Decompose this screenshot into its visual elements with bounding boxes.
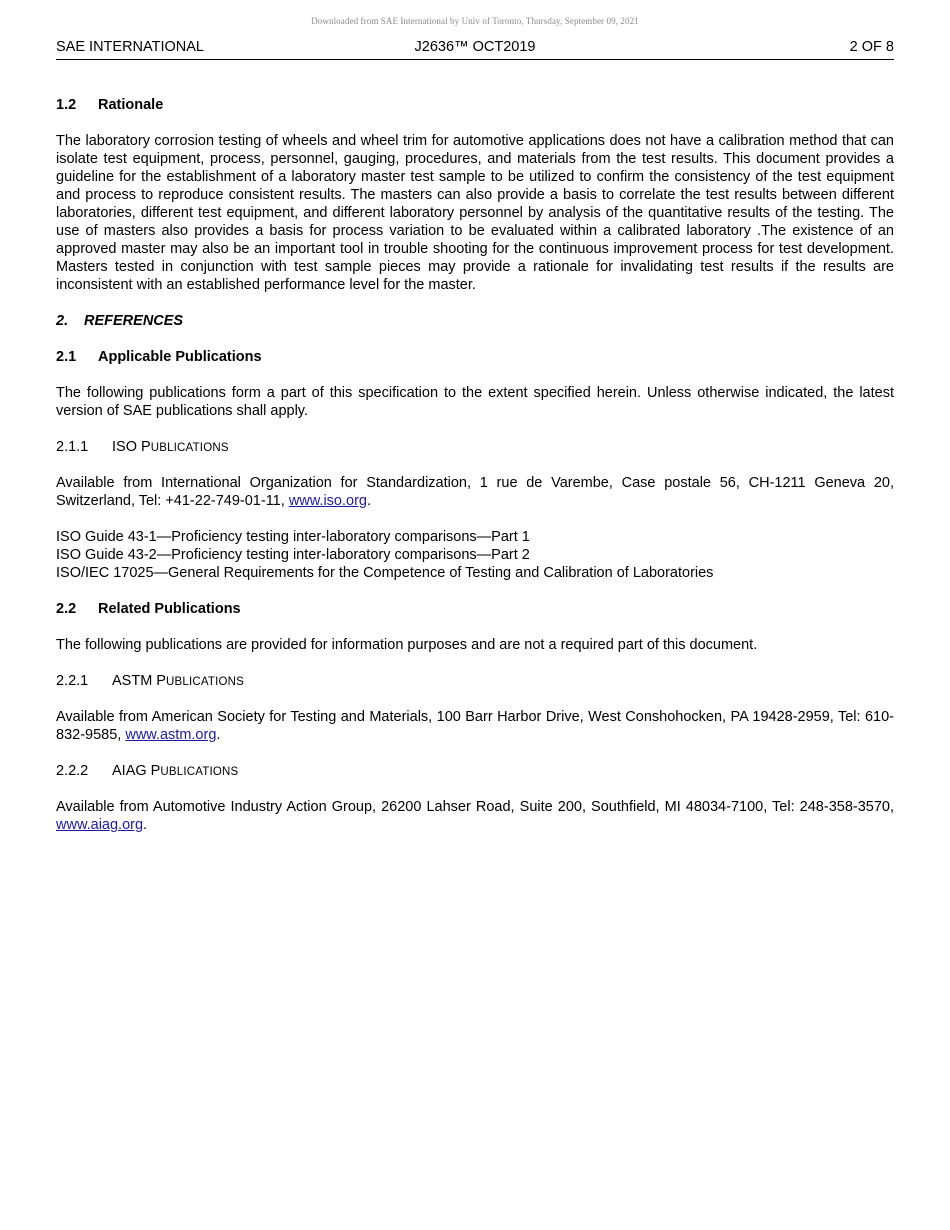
aiag-website-link[interactable]: www.aiag.org: [56, 817, 144, 833]
section-title: Applicable Publications: [98, 349, 262, 365]
section-heading-2-2-1: [56, 672, 894, 690]
iso-availability-text: Available from International Organization for Standardization, 1 rue de Varembe, Case postale 56, CH-1211 Geneva 20, Switzerland, Tel: +41-22-749-01-11,: [56, 475, 894, 509]
section-title: REFERENCES: [84, 313, 184, 329]
astm-availability-paragraph: [56, 708, 894, 744]
iso-publication-list: [56, 528, 894, 582]
section-title: Rationale: [98, 97, 164, 113]
section-number: 2.2.1: [56, 673, 89, 689]
section-title-lead: ASTM P: [112, 673, 166, 689]
section-number: 2.: [56, 313, 69, 329]
list-item: ISO/IEC 17025—General Requirements for the Competence of Testing and Calibration of Laboratories: [56, 565, 714, 581]
section-heading-2-2-2: [56, 762, 894, 780]
section-number: 2.2: [56, 601, 77, 617]
section-heading-2-1: [56, 348, 894, 366]
section-heading-2: [56, 312, 894, 330]
astm-availability-text: Available from American Society for Testing and Materials, 100 Barr Harbor Drive, West Conshohocken, PA 19428-2959, Tel: 610-832-9585,: [56, 709, 894, 743]
related-publications-paragraph: The following publications are provided for information purposes and are not a required part of this document.: [56, 637, 758, 653]
section-title-rest: UBLICATIONS: [165, 676, 245, 688]
section-title-lead: AIAG P: [112, 763, 161, 779]
section-number: 1.2: [56, 97, 77, 113]
period: .: [216, 727, 221, 743]
iso-website-link[interactable]: www.iso.org: [288, 493, 367, 509]
section-number: 2.1.1: [56, 439, 89, 455]
period: .: [366, 493, 372, 509]
list-item: ISO Guide 43-2—Proficiency testing inter-laboratory comparisons—Part 2: [56, 547, 530, 563]
period: .: [143, 817, 148, 833]
section-title-rest: UBLICATIONS: [150, 442, 229, 454]
download-watermark: Downloaded from SAE International by Univ of Toronto, Thursday, September 09, 2021: [311, 16, 639, 26]
aiag-availability-text: Available from Automotive Industry Action Group, 26200 Lahser Road, Suite 200, Southfield, MI 48034-7100, Tel: 248-358-3570,: [56, 799, 894, 815]
iso-availability-paragraph: [56, 474, 894, 510]
rationale-paragraph: The laboratory corrosion testing of wheels and wheel trim for automotive applications does not have a calibration method that can isolate test equipment, process, personnel, gauging, procedures, and materials from the test results. This document provides a guideline for the establishment of a laboratory master test sample to be utilized to confirm the consistency of the test equipment and process to reproduce consistent results. The masters can also provide a basis to correlate the test results between different laboratories, different test equipment, and different laboratory personnel by analysis of the quantitative results of the testing. The use of masters also provides a basis for process variation to be evaluated within a calibrated laboratory .The existence of an approved master may also be an important tool in trouble shooting for the continuous improvement process for test development. Masters tested in conjunction with test sample pieces may provide a rationale for invalidating test results if the results are inconsistent with an established performance level for the master.: [56, 133, 894, 293]
section-title: Related Publications: [98, 601, 241, 617]
section-heading-2-1-1: [56, 438, 894, 456]
section-heading-1-2: [56, 96, 894, 114]
astm-website-link[interactable]: www.astm.org: [125, 727, 217, 743]
header-organization: SAE INTERNATIONAL: [56, 39, 204, 55]
section-title-rest: UBLICATIONS: [160, 766, 239, 778]
page-header: [56, 38, 894, 60]
applicable-publications-paragraph: The following publications form a part of this specification to the extent specified herein. Unless otherwise indicated, the latest version of SAE publications shall apply.: [56, 385, 894, 419]
header-document-id: J2636™ OCT2019: [414, 39, 536, 55]
section-number: 2.2.2: [56, 763, 89, 779]
section-title-lead: ISO P: [112, 439, 151, 455]
section-heading-2-2: [56, 600, 894, 618]
header-page-number: 2 OF 8: [849, 39, 894, 55]
document-body: [56, 96, 894, 834]
aiag-availability-paragraph: [56, 798, 894, 834]
section-number: 2.1: [56, 349, 77, 365]
list-item: ISO Guide 43-1—Proficiency testing inter-laboratory comparisons—Part 1: [56, 529, 530, 545]
